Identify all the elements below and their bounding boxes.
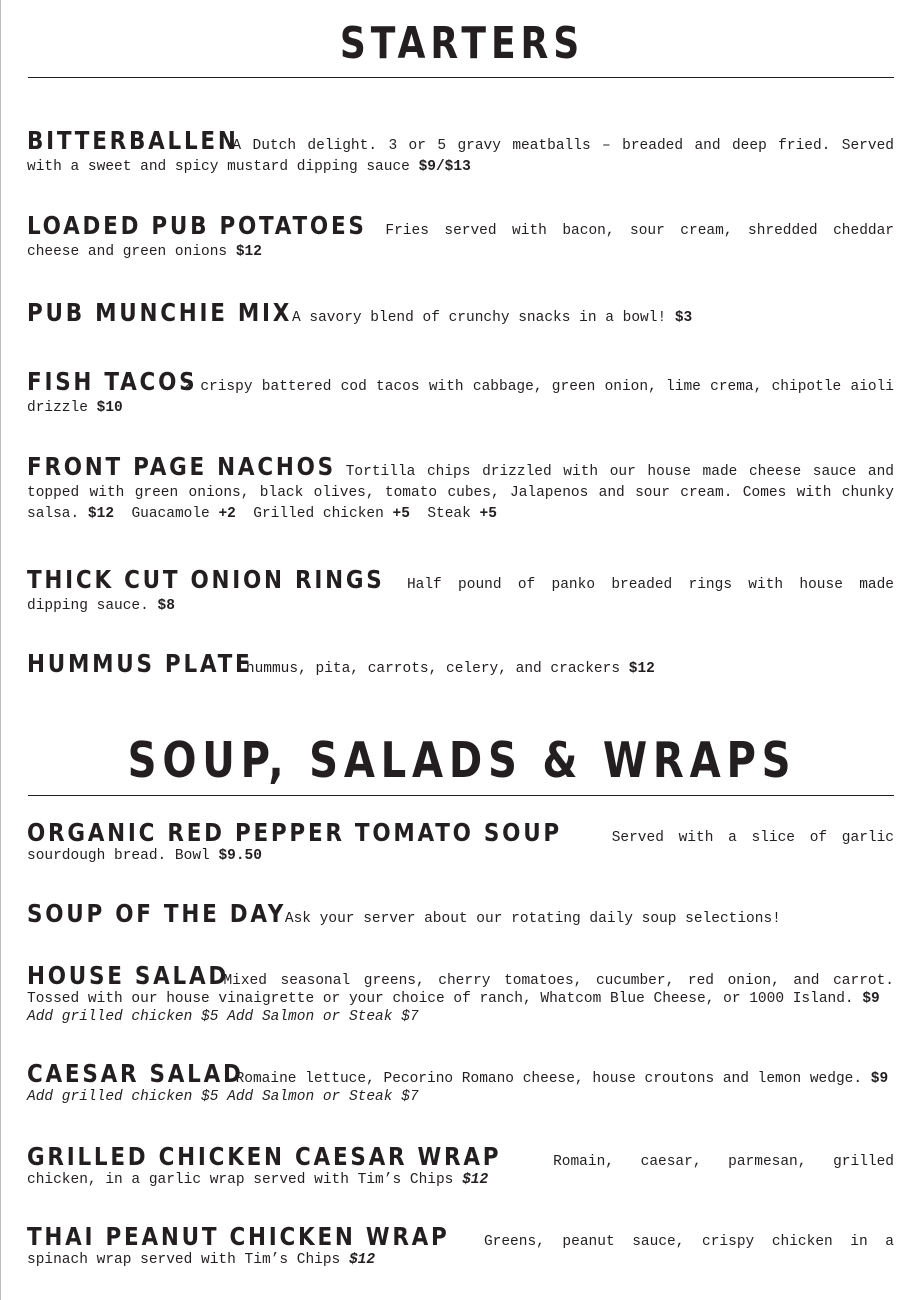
- item-price: $12: [235, 244, 262, 260]
- item-description: Greens, peanut sauce, crispy chicken in a spinach wrap served with Tim’s Chips: [27, 1234, 894, 1268]
- extra-label: Guacamole: [131, 506, 210, 522]
- menu-item-red-pepper-tomato-soup: [27, 818, 895, 865]
- item-name: PUB MUNCHIE MIX: [27, 298, 293, 327]
- item-description: Served with a slice of garlic sourdough bread. Bowl: [27, 830, 895, 864]
- extra-label: Steak: [427, 506, 471, 522]
- item-name: GRILLED CHICKEN CAESAR WRAP: [27, 1142, 502, 1171]
- item-price: $9/$13: [418, 159, 471, 175]
- item-price: $12: [87, 506, 115, 522]
- item-description: hummus, pita, carrots, celery, and crackers: [245, 661, 621, 677]
- item-description: Ask your server about our rotating daily soup selections!: [284, 911, 781, 927]
- item-price: $12: [462, 1172, 489, 1188]
- item-description: Mixed seasonal greens, cherry tomatoes, cucumber, red onion, and carrot. Tossed with our house vinaigrette or your choice of ranch, Whatcom Blue Cheese, or 1000 Island.: [27, 973, 894, 1007]
- item-price: $9: [870, 1071, 889, 1087]
- item-price: $10: [96, 400, 123, 416]
- menu-item-bitterballen: [27, 126, 894, 178]
- extra-price: +5: [479, 506, 497, 522]
- menu-item-house-salad: [27, 961, 894, 1026]
- menu-item-thick-cut-onion-rings: [27, 565, 895, 617]
- item-price: $9.50: [218, 848, 262, 864]
- section-divider: [28, 795, 894, 796]
- item-price: $3: [674, 310, 693, 326]
- item-price: $12: [628, 661, 655, 677]
- item-price: $8: [157, 598, 175, 614]
- item-price: $9: [862, 991, 880, 1007]
- item-description: Romain, caesar, parmesan, grilled chicken, in a garlic wrap served with Tim’s Chips: [27, 1154, 895, 1188]
- item-name: FISH TACOS: [27, 367, 198, 396]
- extra-price: +5: [392, 506, 410, 522]
- item-name: BITTERBALLEN: [27, 126, 239, 155]
- item-name: LOADED PUB POTATOES: [27, 211, 367, 240]
- item-addons: Add grilled chicken $5 Add Salmon or Steak $7: [27, 1009, 419, 1025]
- item-description: Half pound of panko breaded rings with house made dipping sauce.: [27, 577, 895, 614]
- menu-item-thai-peanut-chicken-wrap: [27, 1222, 894, 1269]
- menu-item-caesar-salad: [27, 1059, 894, 1106]
- item-description: A savory blend of crunchy snacks in a bowl!: [291, 310, 667, 326]
- item-name: FRONT PAGE NACHOS: [27, 452, 336, 481]
- item-name: CAESAR SALAD: [27, 1059, 244, 1088]
- page-edge-line: [0, 0, 1, 1300]
- extra-label: Grilled chicken: [253, 506, 384, 522]
- item-price: $12: [348, 1252, 376, 1268]
- item-name: HOUSE SALAD: [27, 961, 229, 990]
- menu-item-fish-tacos: [27, 367, 894, 419]
- item-name: HUMMUS PLATE: [27, 649, 253, 678]
- extra-price: +2: [218, 506, 236, 522]
- item-name: ORGANIC RED PEPPER TOMATO SOUP: [27, 818, 562, 847]
- menu-item-pub-munchie-mix: [27, 298, 894, 329]
- item-description: Tortilla chips drizzled with our house made cheese sauce and topped with green onions, black olives, tomato cubes, Jalapenos and sour cream. Comes with chunky salsa.: [27, 464, 894, 522]
- item-name: THICK CUT ONION RINGS: [27, 565, 385, 594]
- item-description: Romaine lettuce, Pecorino Romano cheese, house croutons and lemon wedge.: [235, 1071, 863, 1087]
- menu-item-grilled-chicken-caesar-wrap: [27, 1142, 895, 1189]
- menu-item-front-page-nachos: [27, 452, 894, 525]
- section-title-starters: STARTERS: [339, 18, 585, 69]
- item-name: SOUP OF THE DAY: [27, 899, 287, 928]
- item-addons: Add grilled chicken $5 Add Salmon or Steak $7: [27, 1089, 419, 1105]
- item-description: 2 crispy battered cod tacos with cabbage, green onion, lime crema, chipotle aioli drizzle: [27, 379, 894, 416]
- menu-item-soup-of-the-day: [27, 899, 894, 928]
- section-divider: [28, 77, 894, 78]
- section-title-soup-salads-wraps: SOUP, SALADS & WRAPS: [127, 732, 797, 789]
- menu-item-loaded-pub-potatoes: [27, 211, 894, 263]
- item-description: Fries served with bacon, sour cream, shredded cheddar cheese and green onions: [27, 223, 894, 260]
- item-description: A Dutch delight. 3 or 5 gravy meatballs – breaded and deep fried. Served with a sweet and spicy mustard dipping sauce: [27, 138, 894, 175]
- menu-item-hummus-plate: [27, 649, 894, 680]
- item-name: THAI PEANUT CHICKEN WRAP: [27, 1222, 450, 1251]
